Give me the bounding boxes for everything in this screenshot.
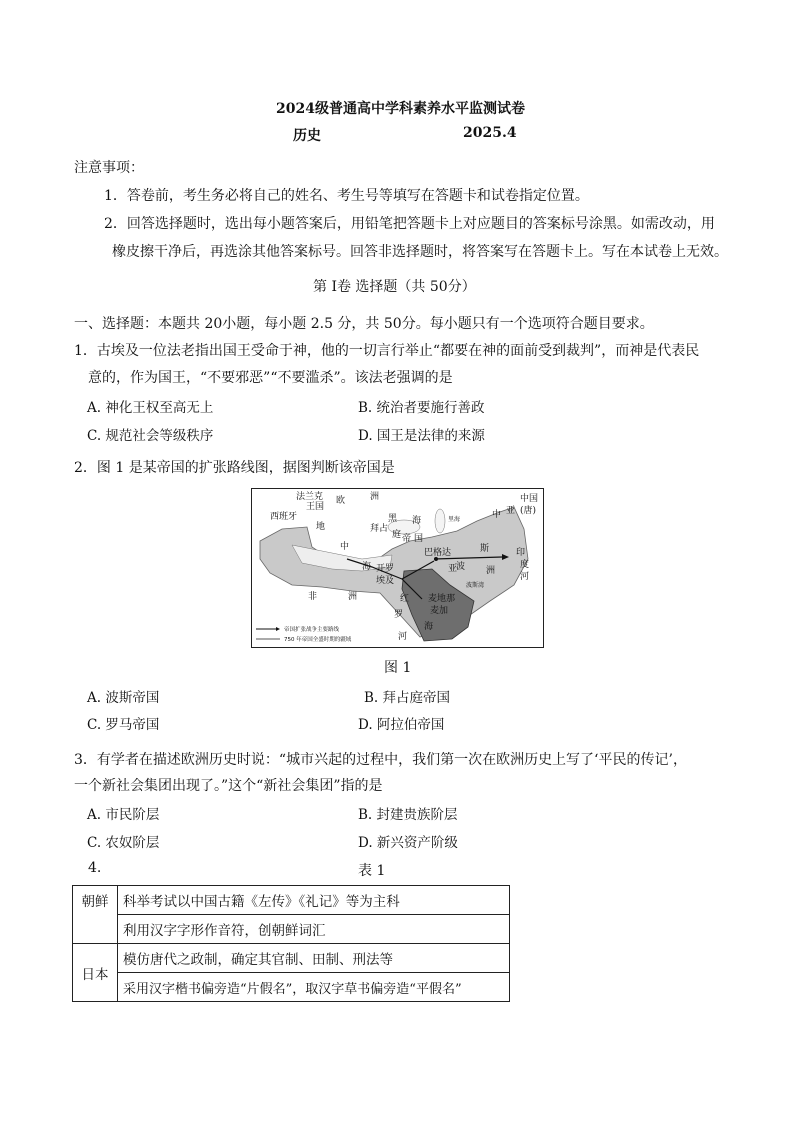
label-land: 地 — [316, 522, 326, 532]
notice-item-2-line-2: 橡皮擦干净后，再选涂其他答案标号。回答非选择题时，将答案写在答题卡上。写在本试卷上无效。 — [112, 244, 728, 260]
q1-stem-line-1: 1．古埃及一位法老指出国王受命于神，他的一切言行举止“都要在神的面前受到裁判”，而神是代表民 — [74, 343, 700, 359]
table-row — [73, 886, 510, 915]
table-cell: 模仿唐代之政制，确定其官制、田制、刑法等 — [118, 944, 510, 973]
exam-title: 2024级普通高中学科素养水平监测试卷 — [276, 101, 525, 117]
label-gulf: 波斯湾 — [466, 582, 485, 589]
table-cell: 采用汉字楷书偏旁造“片假名”，取汉字草书偏旁造“平假名” — [118, 973, 510, 1002]
notice-item-1: 1．答卷前，考生务必将自己的姓名、考生号等填写在答题卡和试卷指定位置。 — [104, 188, 589, 204]
legend-route-label: 帝国扩张战争主要路线 — [284, 627, 340, 633]
notice-heading: 注意事项： — [74, 160, 144, 176]
label-europe-2: 洲 — [370, 492, 380, 502]
label-persia-1: 波 — [456, 562, 466, 572]
q3-option-c: C. 农奴阶层 — [87, 835, 160, 851]
label-central-2: 亚 — [506, 506, 516, 516]
label-india-river: 河 — [520, 572, 530, 582]
q3-stem-line-2: 一个新社会集团出现了。”这个“新社会集团”指的是 — [74, 778, 383, 794]
table-row — [73, 915, 510, 944]
q1-option-d: D. 国王是法律的来源 — [358, 428, 485, 444]
q3-stem-line-1: 3．有学者在描述欧洲历史时说：“城市兴起的过程中，我们第一次在欧洲历史上写了‘平民的传记’， — [74, 752, 687, 768]
label-central-1: 中 — [492, 510, 502, 520]
q2-figure-caption: 图 1 — [384, 660, 412, 676]
label-china: 中国 — [520, 494, 539, 504]
label-byzantine: 拜占 — [370, 524, 389, 534]
label-di: 帝 — [402, 534, 412, 544]
table-cell: 利用汉字字形作音符，创朝鲜词汇 — [118, 915, 510, 944]
table-cell: 科举考试以中国古籍《左传》《礼记》等为主科 — [118, 886, 510, 915]
country-cell-japan: 日本 — [73, 944, 118, 1002]
q4-number: 4. — [88, 860, 102, 876]
q3-option-a: A. 市民阶层 — [87, 807, 160, 823]
q3-option-b: B. 封建贵族阶层 — [358, 807, 458, 823]
label-zhong: 中 — [340, 542, 350, 552]
label-nile-1: 罗 — [394, 610, 404, 620]
q1-option-a: A. 神化王权至高无上 — [87, 400, 214, 416]
label-kingdom: 王国 — [306, 502, 325, 512]
label-egypt: 埃及 — [376, 576, 395, 586]
q1-option-b: B. 统治者要施行善政 — [358, 400, 485, 416]
q2-stem: 2．图 1 是某帝国的扩张路线图，据图判断该帝国是 — [74, 460, 395, 476]
section-title: 第 Ⅰ卷 选择题（共 50分） — [313, 279, 476, 295]
q2-option-a: A. 波斯帝国 — [87, 690, 160, 706]
label-cairo: 开罗 — [376, 564, 395, 574]
label-africa-2: 洲 — [348, 592, 358, 602]
q2-option-c: C. 罗马帝国 — [87, 717, 160, 733]
q4-table — [72, 885, 510, 1002]
label-black-hai: 海 — [412, 516, 422, 526]
label-europe-1: 欧 — [336, 496, 346, 506]
q2-option-d: D. 阿拉伯帝国 — [358, 717, 445, 733]
legend-route-arrowhead — [276, 627, 280, 631]
label-asia-2: 洲 — [486, 566, 496, 576]
legend-border-label: 750 年帝国全盛时期的疆域 — [284, 637, 352, 643]
q4-table-caption: 表 1 — [358, 863, 386, 879]
label-persia-2: 斯 — [480, 544, 490, 554]
label-red-1: 红 — [400, 594, 410, 604]
label-baghdad: 巴格达 — [424, 548, 452, 558]
label-tang: (唐) — [520, 506, 537, 516]
label-caspian: 里海 — [448, 516, 461, 523]
table-row — [73, 944, 510, 973]
q1-option-c: C. 规范社会等级秩序 — [87, 428, 214, 444]
exam-date: 2025.4 — [463, 125, 517, 141]
label-india-1: 印 — [516, 548, 526, 558]
label-africa-1: 非 — [308, 592, 318, 602]
q2-option-b: B. 拜占庭帝国 — [364, 690, 451, 706]
caspian-sea — [435, 509, 445, 533]
table-row — [73, 973, 510, 1002]
label-guo: 国 — [414, 534, 424, 544]
label-mecca: 麦加 — [430, 606, 449, 616]
section-instruction: 一、选择题：本题共 20小题，每小题 2.5 分，共 50分。每小题只有一个选项符合题目要求。 — [74, 316, 654, 332]
label-ting: 庭 — [392, 530, 402, 540]
country-cell-korea: 朝鲜 — [73, 886, 118, 944]
label-black: 黑 — [388, 514, 398, 524]
q1-stem-line-2: 意的，作为国王，“不要邪恶”“不要滥杀”。该法老强调的是 — [88, 370, 453, 386]
label-hai: 海 — [362, 562, 372, 572]
expansion-map — [251, 488, 544, 648]
label-spain: 西班牙 — [270, 512, 298, 522]
subject-label: 历史 — [293, 128, 321, 144]
label-red-2: 海 — [424, 622, 434, 632]
label-medina: 麦地那 — [428, 594, 456, 604]
map-svg — [252, 489, 543, 647]
q3-option-d: D. 新兴资产阶级 — [358, 835, 458, 851]
label-asia-1: 亚 — [448, 564, 458, 574]
notice-item-2-line-1: 2．回答选择题时，选出每小题答案后，用铅笔把答题卡上对应题目的答案标号涂黑。如需改动，用 — [104, 216, 715, 232]
label-france: 法兰克 — [296, 492, 324, 502]
label-nile-2: 河 — [398, 632, 408, 642]
label-india-2: 度 — [520, 560, 530, 570]
